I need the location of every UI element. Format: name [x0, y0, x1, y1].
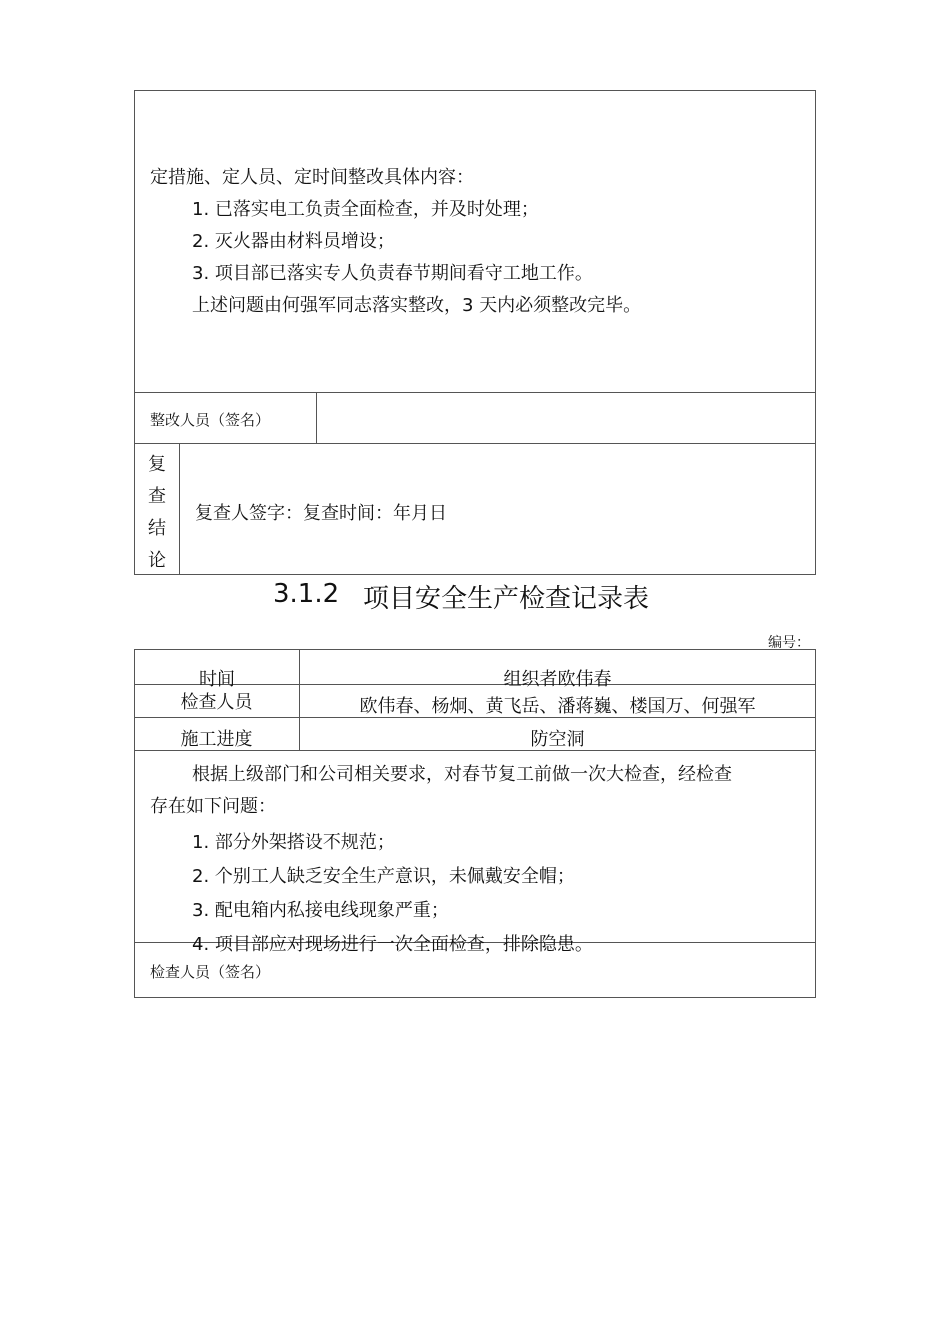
rectification-item: 3. 项目部已落实专人负责春节期间看守工地工作。: [192, 263, 593, 284]
organizer-cell: [300, 650, 815, 690]
section-title: 项目安全生产检查记录表: [363, 584, 650, 614]
table-divider: [316, 392, 317, 444]
finding-item: 2. 个别工人缺乏安全生产意识，未佩戴安全帽；: [192, 866, 575, 887]
time-label: 时间: [199, 669, 235, 690]
finding-item: 4. 项目部应对现场进行一次全面检查，排除隐患。: [192, 934, 593, 955]
findings-intro: 根据上级部门和公司相关要求，对春节复工前做一次大检查，经检查: [192, 764, 732, 785]
table-divider: [134, 392, 816, 393]
finding-item: 3. 配电箱内私接电线现象严重；: [192, 900, 449, 921]
findings-intro: 存在如下问题：: [150, 796, 276, 817]
review-label-char: 查: [148, 486, 166, 507]
table-divider: [134, 443, 816, 444]
review-content: 复查人签字：复查时间：年月日: [195, 503, 447, 524]
rectification-item: 2. 灭火器由材料员增设；: [192, 231, 395, 252]
progress-label: 施工进度: [180, 729, 253, 750]
organizer-value: 组织者欧伟春: [503, 669, 612, 690]
rectification-summary: 上述问题由何强军同志落实整改，3 天内必须整改完毕。: [192, 295, 642, 316]
finding-item: 1. 部分外架搭设不规范；: [192, 832, 395, 853]
findings-cell: [135, 751, 815, 955]
review-label-char: 论: [148, 550, 166, 571]
inspectors-value: 欧伟春、杨炯、黄飞岳、潘蒋巍、楼国万、何强军: [359, 696, 756, 717]
review-label-char: 结: [148, 518, 166, 539]
rectifier-signature-label: 整改人员（签名）: [150, 411, 271, 429]
rectification-heading: 定措施、定人员、定时间整改具体内容：: [150, 167, 474, 188]
section-number: 3.1.2: [273, 579, 340, 609]
rectification-item: 1. 已落实电工负责全面检查，并及时处理；: [192, 199, 539, 220]
inspectors-label: 检查人员: [180, 692, 253, 713]
review-label-char: 复: [148, 454, 166, 475]
progress-value: 防空洞: [530, 729, 585, 750]
time-cell: [135, 650, 299, 690]
inspector-signature-label: 检查人员（签名）: [150, 963, 271, 981]
serial-number-label: 编号：: [768, 635, 810, 651]
table-divider: [179, 443, 180, 575]
